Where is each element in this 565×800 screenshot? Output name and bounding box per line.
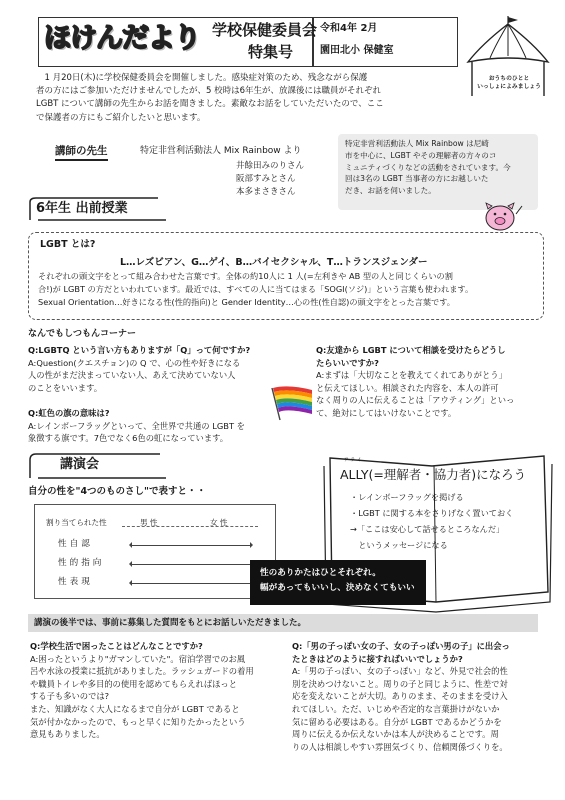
key-message-box: [250, 560, 426, 605]
qa-answer-line: なく周りの人に伝えることは「アウティング」といっ: [316, 395, 515, 406]
lgbt-terms: L…レズビアン、G…ゲイ、B…バイセクシャル、T…トランスジェンダー: [120, 257, 428, 268]
lgbt-description: [38, 270, 534, 309]
ally-list-item: ・LGBT に関する本をさりげなく置いておく: [350, 507, 514, 518]
issue-school: 園田北小 保健室: [320, 45, 394, 56]
qa-answer-line: A:困ったというより"ガマンしていた"。宿泊学習でのお風: [30, 653, 246, 664]
qa-answer-line: A:Question(クエスチョン)の Q で、心の性や好きになる: [28, 357, 241, 368]
qa-answer-line: のことをいいます。: [28, 382, 103, 393]
qa-question: たときはどのように接すればいいでしょうか?: [292, 653, 463, 664]
lecturer-name: 本多まさきさん: [236, 186, 296, 197]
qa-answer-line: 別を決めつけないこと。周りの子と同じように、性差で対: [292, 678, 508, 689]
rainbow-flag-icon: [268, 384, 316, 422]
scale-dashed-line: [122, 526, 258, 527]
qa-answer-line: 気が付かなかったので、もっと早くに知りたかったという: [30, 716, 246, 727]
section-heading-lecture: 講演会: [60, 457, 100, 472]
issue-date: 令和4年 2月: [320, 23, 378, 34]
section-heading-6th-grade: 6年生 出前授業: [36, 201, 128, 216]
ally-list-item: というメッセージになる: [350, 539, 448, 550]
qa-answer-line: A:まずは「大切なことを教えてくれてありがとう」: [316, 370, 507, 381]
female-label: 女 性: [210, 518, 228, 527]
newsletter-subtitle-1: 学校保健委員会: [212, 21, 318, 39]
lecturer-names: [236, 160, 304, 198]
scale-arrow: [132, 545, 250, 546]
qa-answer-line: 呂や水泳の授業に抵抗がありました。ラッシュガードの着用: [30, 666, 254, 677]
qa-question: Q:虹色の旗の意味は?: [28, 408, 110, 418]
gender-identity-label: 性自認: [58, 539, 93, 549]
logo-caption-line: いっしょによみましょう: [477, 83, 541, 90]
logo-caption: [463, 76, 555, 91]
org-info-line: だき、お話を伺いました。: [345, 186, 436, 196]
intro-line: 1 月20日(木)に学校保健委員会を開催しました。感染症対策のため、残念ながら保護: [36, 73, 368, 83]
qa-answer-line: する子も多いのでは?: [30, 691, 110, 702]
ally-list-item: ・レインボーフラッグを掲げる: [350, 492, 464, 502]
scale-arrow: [132, 564, 250, 565]
lecture-note-banner: 講演の後半では、事前に募集した質問をもとにお話しいただきました。: [28, 614, 538, 632]
qa-answer-line: 人の性がまだ決まっていない人、あえて決めていない人: [28, 370, 236, 381]
qa-corner-title: なんでもしつもんコーナー: [28, 329, 137, 339]
qa-answer-line: て、絶対にしてはいけないことです。: [316, 408, 457, 419]
pig-mascot-icon: [478, 200, 524, 232]
intro-paragraph: [36, 72, 456, 125]
qa-answer-line: れてほしい。ただ、いじめや否定的な言葉掛けがないか: [292, 704, 500, 715]
four-scales-heading: 自分の性を"4つのものさし"で表すと・・: [28, 486, 207, 497]
lgbt-description-line: Sexual Orientation…好きになる性(性的指向)と Gender Identity…心の性(性自認)の頭文字をとった言葉です。: [38, 297, 455, 308]
ally-title: ALLY(=理解者・協力者)になろう: [340, 467, 527, 482]
qa-question: Q:「男の子っぽい女の子、女の子っぽい男の子」に出会っ: [292, 641, 510, 651]
qa-answer-line: や職員トイレや多目的の使用を認めてもらえればほっと: [30, 678, 238, 689]
lgbt-description-line: それぞれの頭文字をとって組み合わせた言葉です。全体の約10人に 1 人(=左利きや AB 型の人と同じくらいの割: [38, 271, 453, 281]
qa-item: [30, 640, 280, 741]
organization-info-box: [338, 134, 538, 210]
lgbt-description-line: 合!)が LGBT の方だといわれています。最近では、すべての人に当てはまる「SOGI(ソジ)」という言葉も使われます。: [38, 284, 474, 295]
assigned-sex-label: 割り当てられた性: [46, 518, 107, 527]
org-info-line: 特定非営利活動法人 Mix Rainbow は尼崎: [345, 139, 489, 148]
qa-answer-line: A:レインボーフラッグといって、全世界で共通の LGBT を: [28, 420, 245, 431]
scale-arrow: [132, 583, 250, 584]
qa-answer-line: 気に留める必要はある。自分が LGBT であるかどうかを: [292, 716, 502, 727]
qa-answer-line: 周りに伝えるか伝えないかは本人が決めることです。周: [292, 729, 499, 740]
org-info-line: 回は3名の LGBT 当事者の方にお越しいた: [345, 174, 489, 184]
lecturer-heading: 講師の先生: [55, 144, 108, 161]
qa-item: [292, 640, 546, 753]
qa-answer-line: と伝えてほしい。相談された内容を、本人の許可: [316, 382, 499, 393]
org-info-line: ミュニティづくりなどの活動をされています。今: [345, 162, 511, 172]
ally-ruby: アライ: [344, 458, 364, 463]
org-info-line: 市を中心に、LGBT やその理解者の方々のコ: [345, 150, 497, 160]
key-message-line: 性のありかたはひとそれぞれ。: [260, 568, 381, 578]
lecturer-name: 井餘田みのりさん: [236, 161, 305, 171]
qa-item: [28, 344, 268, 394]
gender-expression-label: 性表現: [58, 577, 93, 587]
intro-line: 者の方にはご参加いただけませんでしたが、5 校時は6年生が、放課後には職員がそれぞれ: [36, 86, 382, 97]
qa-question: Q:学校生活で困ったことはどんなことですか?: [30, 641, 203, 651]
lgbt-question: LGBT とは?: [40, 239, 96, 250]
intro-line: で保護者の方にもご紹介したいと思います。: [36, 112, 206, 123]
ally-list: [350, 490, 550, 554]
qa-answer-line: また、知識がなく大人になるまで自分が LGBT であると: [30, 704, 240, 715]
qa-question: たらいいですか?: [316, 357, 379, 368]
lecturer-organization: 特定非営利活動法人 Mix Rainbow より: [140, 146, 302, 156]
key-message-line: 幅があってもいいし、決めなくてもいい: [260, 582, 415, 593]
qa-answer-line: A:「男の子っぽい、女の子っぽい」など、外見で社会的性: [292, 666, 508, 677]
qa-item: [28, 407, 273, 445]
qa-answer-line: 応を変えないことが大切。ありのまま、そのままを受け入: [292, 691, 508, 702]
qa-question: Q:LGBTQ という言い方もありますが「Q」って何ですか?: [28, 345, 251, 355]
intro-line: LGBT について講師の先生からお話を聞きました。素敵なお話をしていただいたので、ここ: [36, 99, 384, 110]
qa-answer-line: 象徴する旗です。7色でなく6色の虹になっています。: [28, 433, 229, 444]
newsletter-title: ほけんだより: [44, 23, 200, 54]
qa-answer-line: 意見もありました。: [30, 729, 105, 740]
male-label: 男 性: [140, 518, 158, 527]
logo-caption-line: おうちのひとと: [488, 76, 530, 82]
lecturer-name: 阪部すみとさん: [236, 173, 296, 184]
sexual-orientation-label: 性的指向: [58, 558, 105, 568]
qa-question: Q:友達から LGBT について相談を受けたらどうし: [316, 345, 506, 355]
newsletter-subtitle-2: 特集号: [248, 43, 294, 61]
qa-answer-line: りの人は相談しやすい雰囲気づくり、信頼関係づくりを。: [292, 741, 508, 752]
ally-list-item: →「ここは安心して話せるところなんだ」: [350, 523, 505, 534]
qa-item: [316, 344, 544, 420]
